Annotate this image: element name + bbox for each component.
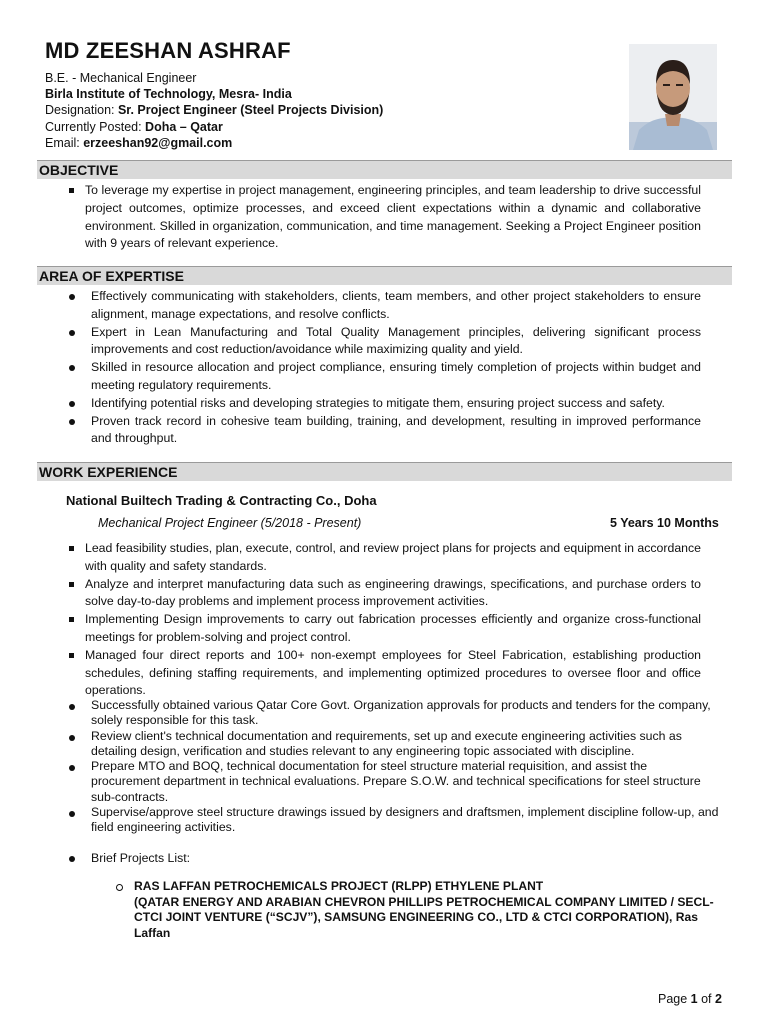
job-duration: 5 Years 10 Months bbox=[610, 516, 719, 530]
project-parties: (QATAR ENERGY AND ARABIAN CHEVRON PHILLIPS PETROCHEMICAL COMPANY LIMITED / SECL-CTCI JOINT VENTURE (“SCJV”), SAMSUNG ENGINEERING CO., LTD & CTCI CORPORATION), Ras Laffan bbox=[134, 894, 714, 940]
objective-item: To leverage my expertise in project management, engineering principles, and team leadership to drive successful project outcomes, optimize processes, and exceed client expectations within a dynamic and collaborative environment. Skilled in organization, communication, and time management. Seeking a Project Engineer position with 9 years of relevant experience. bbox=[85, 182, 701, 253]
list-item: Skilled in resource allocation and project compliance, ensuring timely completion of projects within budget and meeting regulatory requirements. bbox=[91, 359, 701, 395]
work-square-list bbox=[85, 540, 701, 700]
company-name: National Builtech Trading & Contracting Co., Doha bbox=[66, 493, 377, 508]
section-expertise: AREA OF EXPERTISE bbox=[37, 266, 732, 285]
list-item: Review client's technical documentation and requirements, set up and execute engineering activities such as detailing design, verification and studies relevant to any engineering topic associated with discipline. bbox=[91, 729, 719, 760]
of-word: of bbox=[697, 992, 715, 1006]
list-item: Effectively communicating with stakeholders, clients, team members, and other project stakeholders to ensure alignment, manage expectations, and resolve conflicts. bbox=[91, 288, 701, 324]
contact-block bbox=[45, 70, 383, 151]
email-label: Email: bbox=[45, 135, 84, 150]
list-item: Prepare MTO and BOQ, technical documentation for steel structure material requisition, and assist the procurement department in technical evaluations. Prepare S.O.W. and technical specifications for steel structure sub-contracts. bbox=[91, 759, 719, 805]
list-item: Supervise/approve steel structure drawings issued by designers and draftsmen, implement discipline follow-up, and field engineering activities. bbox=[91, 805, 719, 835]
posted-line bbox=[45, 119, 383, 135]
posted-value: Doha – Qatar bbox=[145, 119, 223, 134]
section-work-experience: WORK EXPERIENCE bbox=[37, 462, 732, 481]
list-item: Successfully obtained various Qatar Core Govt. Organization approvals for products and tenders for the company, solely responsible for this task. bbox=[91, 698, 719, 729]
expertise-list bbox=[91, 288, 701, 448]
posted-label: Currently Posted: bbox=[45, 119, 146, 134]
page-footer bbox=[658, 992, 722, 1006]
email-line bbox=[45, 135, 383, 151]
work-dot-list bbox=[91, 698, 719, 836]
designation-label: Designation: bbox=[45, 103, 118, 118]
list-item: Analyze and interpret manufacturing data such as engineering drawings, specifications, and purchase orders to solve day-to-day problems and implement process improvement activities. bbox=[85, 576, 701, 612]
designation-line bbox=[45, 102, 383, 118]
project-item bbox=[134, 879, 724, 941]
job-role: Mechanical Project Engineer (5/2018 - Present) bbox=[98, 516, 362, 530]
list-item: Identifying potential risks and developing strategies to mitigate them, ensuring project success and safety. bbox=[91, 395, 701, 413]
degree: B.E. - Mechanical Engineer bbox=[45, 71, 197, 85]
objective-list bbox=[85, 182, 701, 253]
email-value[interactable]: erzeeshan92@gmail.com bbox=[83, 135, 233, 150]
section-objective: OBJECTIVE bbox=[37, 160, 732, 179]
page-total: 2 bbox=[715, 992, 722, 1006]
list-item: Managed four direct reports and 100+ non-exempt employees for Steel Fabrication, establishing production schedules, defining staffing requirements, and implementing optimized procedures to oversee floor and office operations. bbox=[85, 647, 701, 700]
brief-projects-label: Brief Projects List: bbox=[91, 850, 701, 868]
page-number: 1 bbox=[690, 992, 698, 1006]
candidate-name: MD ZEESHAN ASHRAF bbox=[45, 38, 291, 63]
brief-list bbox=[91, 850, 701, 868]
project-title: RAS LAFFAN PETROCHEMICALS PROJECT (RLPP) ETHYLENE PLANT bbox=[134, 879, 544, 893]
project-list bbox=[134, 879, 724, 941]
profile-photo bbox=[629, 44, 717, 150]
list-item: Expert in Lean Manufacturing and Total Quality Management principles, delivering significant process improvements and cost reduction/avoidance while maximizing quality and yield. bbox=[91, 324, 701, 360]
institute: Birla Institute of Technology, Mesra- India bbox=[45, 87, 292, 102]
list-item: Proven track record in cohesive team building, training, and development, resulting in improved performance and throughput. bbox=[91, 413, 701, 449]
list-item: Lead feasibility studies, plan, execute, control, and review project plans for projects and equipment in accordance with quality and safety standards. bbox=[85, 540, 701, 576]
designation-value: Sr. Project Engineer (Steel Projects Division) bbox=[117, 103, 384, 118]
list-item: Implementing Design improvements to carry out fabrication processes efficiently and organize cross-functional meetings for problem-solving and project control. bbox=[85, 611, 701, 647]
page-word: Page bbox=[658, 992, 691, 1006]
